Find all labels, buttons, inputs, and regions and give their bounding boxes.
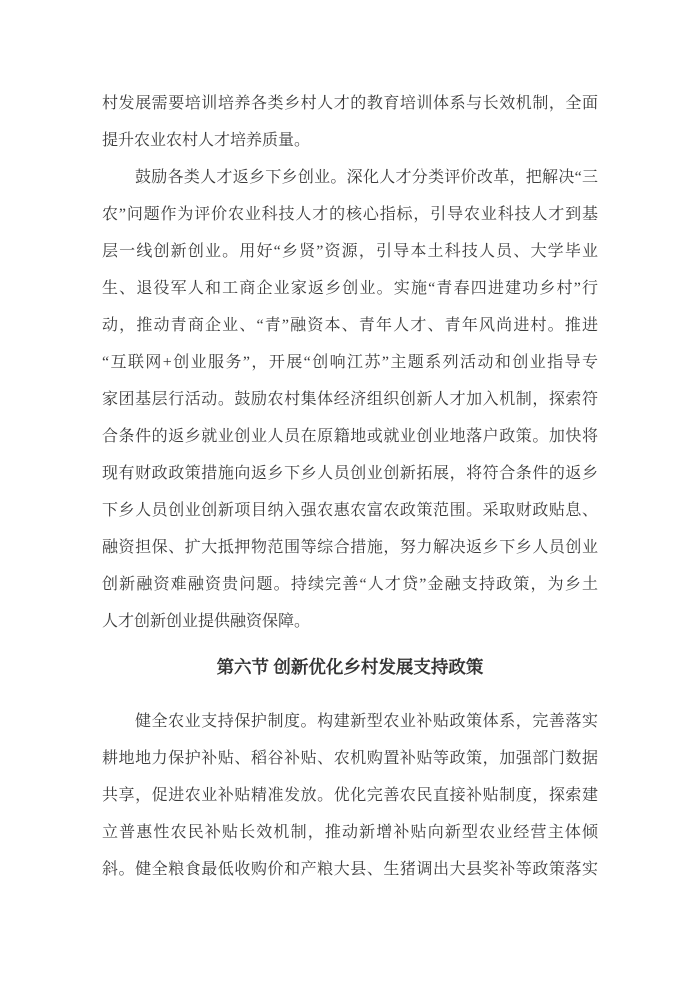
text-line: 斜。健全粮食最低收购价和产粮大县、生猪调出大县奖补等政策落实 — [102, 861, 598, 878]
text-line: “互联网+创业服务”，开展“创响江苏”主题系列活动和创业指导专 — [102, 354, 598, 371]
text-line: 立普惠性农民补贴长效机制，推动新增补贴向新型农业经营主体倾 — [102, 824, 598, 841]
text-line: 耕地地力保护补贴、稻谷补贴、农机购置补贴等政策，加强部门数据 — [102, 750, 598, 767]
document-text-block — [102, 85, 598, 888]
text-line: 现有财政政策措施向返乡下乡人员创业创新拓展，将符合条件的返乡 — [102, 465, 598, 482]
text-line: 动，推动青商企业、“青”融资本、青年人才、青年风尚进村。推进 — [102, 317, 598, 334]
text-line: 健全农业支持保护制度。构建新型农业补贴政策体系，完善落实 — [135, 713, 598, 730]
text-line: 提升农业农村人才培养质量。 — [102, 132, 311, 149]
text-line: 共享，促进农业补贴精准发放。优化完善农民直接补贴制度，探索建 — [102, 787, 598, 804]
text-line: 融资担保、扩大抵押物范围等综合措施，努力解决返乡下乡人员创业 — [102, 539, 598, 556]
text-line: 创新融资难融资贵问题。持续完善“人才贷”金融支持政策，为乡土 — [102, 576, 598, 593]
text-line: 层一线创新创业。用好“乡贤”资源，引导本土科技人员、大学毕业 — [102, 243, 598, 260]
text-line: 鼓励各类人才返乡下乡创业。深化人才分类评价改革，把解决“三 — [135, 169, 598, 186]
section-heading: 第六节 创新优化乡村发展支持政策 — [216, 657, 484, 677]
text-line: 村发展需要培训培养各类乡村人才的教育培训体系与长效机制，全面 — [102, 95, 598, 112]
text-line: 生、退役军人和工商企业家返乡创业。实施“青春四进建功乡村”行 — [102, 280, 598, 297]
text-line: 合条件的返乡就业创业人员在原籍地或就业创业地落户政策。加快将 — [102, 428, 598, 445]
text-line: 下乡人员创业创新项目纳入强农惠农富农政策范围。采取财政贴息、 — [102, 502, 598, 519]
text-line: 农”问题作为评价农业科技人才的核心指标，引导农业科技人才到基 — [102, 206, 598, 223]
text-line: 人才创新创业提供融资保障。 — [102, 613, 311, 630]
text-line: 家团基层行活动。鼓励农村集体经济组织创新人才加入机制，探索符 — [102, 391, 598, 408]
